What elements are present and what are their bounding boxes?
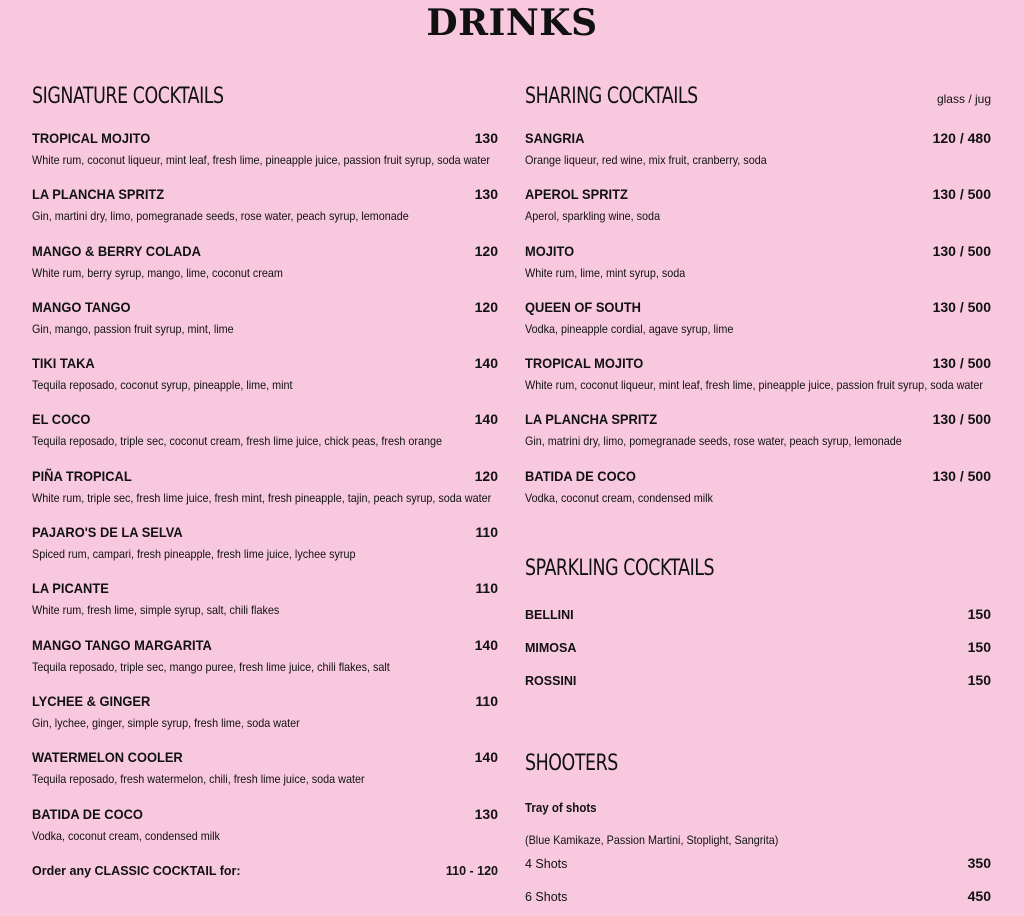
menu-item-row: [525, 468, 991, 484]
item-price: 140: [474, 749, 498, 766]
menu-item: [32, 186, 498, 242]
tray-title: Tray of shots: [525, 801, 597, 815]
item-description: White rum, fresh lime, simple syrup, salt, chili flakes: [32, 603, 280, 618]
item-description: Aperol, sparkling wine, soda: [525, 209, 661, 224]
item-description: Orange liqueur, red wine, mix fruit, cranberry, soda: [525, 153, 767, 167]
menu-item-row: [525, 243, 991, 259]
item-name: BATIDA DE COCO: [525, 467, 636, 484]
item-description: White rum, berry syrup, mango, lime, coconut cream: [32, 265, 283, 280]
classic-cocktail-price: 110 - 120: [445, 863, 498, 878]
menu-list: [525, 130, 991, 524]
menu-item: [32, 468, 498, 524]
page-title: DRINKS: [426, 2, 598, 44]
menu-item: [525, 411, 991, 467]
shooters-section: [525, 751, 991, 913]
menu-item: [525, 855, 991, 880]
item-description: Tequila reposado, triple sec, mango puree, fresh lime juice, chili flakes, salt: [32, 659, 390, 674]
section-title: SIGNATURE COCKTAILS: [32, 84, 224, 109]
item-name: QUEEN OF SOUTH: [525, 298, 641, 315]
menu-item: [525, 243, 991, 299]
item-name: TROPICAL MOJITO: [525, 355, 644, 372]
item-price: 110: [475, 524, 498, 541]
item-description: Vodka, coconut cream, condensed milk: [32, 828, 220, 843]
item-price: 450: [967, 888, 991, 904]
section-title: SHOOTERS: [525, 751, 618, 776]
menu-item-row: [32, 130, 498, 146]
signature-cocktails-section: [32, 84, 498, 878]
item-price: 130: [474, 130, 498, 146]
item-price: 120: [474, 467, 498, 484]
item-name: PAJARO'S DE LA SELVA: [32, 524, 183, 541]
menu-item-row: [32, 243, 498, 259]
menu-item-row: [525, 130, 991, 146]
menu-item: [32, 299, 498, 355]
item-name: LA PLANCHA SPRITZ: [32, 186, 165, 203]
menu-item: [525, 299, 991, 355]
menu-item-row: [32, 524, 498, 540]
item-description: Gin, martini dry, limo, pomegranade seeds, rose water, peach syrup, lemonade: [32, 209, 409, 224]
item-description: Vodka, pineapple cordial, agave syrup, lime: [525, 321, 734, 336]
section-title: SHARING COCKTAILS: [525, 84, 698, 109]
menu-item: [32, 243, 498, 299]
menu-item-row: [32, 637, 498, 653]
menu-item: [525, 468, 991, 524]
menu-item-row: [525, 355, 991, 371]
item-name: BELLINI: [525, 608, 574, 622]
item-name: 6 Shots: [525, 890, 568, 904]
item-name: EL COCO: [32, 411, 91, 428]
menu-list: [32, 130, 498, 862]
item-price: 130: [474, 186, 498, 203]
menu-item-row: [32, 693, 498, 709]
item-price: 150: [967, 639, 991, 655]
item-description: White rum, lime, mint syrup, soda: [525, 265, 686, 280]
menu-item: [525, 639, 991, 672]
menu-item: [525, 888, 991, 913]
item-description: Tequila reposado, triple sec, coconut cream, fresh lime juice, chick peas, fresh orange: [32, 434, 443, 449]
item-price: 120 / 480: [932, 130, 991, 146]
item-price: 130 / 500: [932, 355, 991, 372]
item-name: LA PICANTE: [32, 580, 109, 597]
menu-item-row: [32, 580, 498, 596]
item-name: ROSSINI: [525, 674, 577, 688]
item-name: WATERMELON COOLER: [32, 749, 183, 766]
section-header: [32, 84, 498, 116]
item-description: White rum, coconut liqueur, mint leaf, fresh lime, pineapple juice, passion fruit syrup, soda water: [32, 153, 491, 167]
menu-item: [32, 580, 498, 636]
menu-item-row: [525, 411, 991, 427]
menu-list: [525, 855, 991, 913]
menu-item: [32, 806, 498, 862]
item-price: 130 / 500: [932, 411, 991, 428]
tray-description: (Blue Kamikaze, Passion Martini, Stoplight, Sangrita): [525, 833, 779, 847]
menu-item: [32, 355, 498, 411]
menu-item-row: [32, 186, 498, 202]
item-price: 130 / 500: [932, 298, 991, 315]
item-name: MANGO TANGO MARGARITA: [32, 636, 212, 653]
menu-item: [525, 186, 991, 242]
item-description: Tequila reposado, fresh watermelon, chili, fresh lime juice, soda water: [32, 772, 365, 787]
menu-item: [32, 524, 498, 580]
menu-item-row: [32, 355, 498, 371]
menu-item: [525, 672, 991, 705]
section-title: SPARKLING COCKTAILS: [525, 556, 715, 581]
item-description: White rum, triple sec, fresh lime juice, fresh mint, fresh pineapple, tajin, peach syrup, soda water: [32, 490, 492, 505]
item-description: Tequila reposado, coconut syrup, pineapple, lime, mint: [32, 378, 293, 393]
item-name: LA PLANCHA SPRITZ: [525, 411, 658, 428]
item-description: Vodka, coconut cream, condensed milk: [525, 490, 713, 505]
menu-item-row: [32, 806, 498, 822]
item-price: 110: [475, 692, 498, 709]
menu-item: [32, 411, 498, 467]
menu-item: [32, 693, 498, 749]
item-price: 150: [967, 606, 991, 622]
item-price: 120: [474, 242, 498, 259]
menu-item: [525, 355, 991, 411]
item-price: 110: [475, 580, 498, 597]
item-description: Gin, mango, passion fruit syrup, mint, lime: [32, 321, 234, 336]
sparkling-cocktails-section: [525, 556, 991, 705]
menu-item: [525, 130, 991, 186]
menu-item-row: [32, 299, 498, 315]
item-price: 140: [474, 411, 498, 428]
item-price: 140: [474, 636, 498, 653]
menu-item: [525, 606, 991, 639]
item-description: Gin, matrini dry, limo, pomegranade seeds, rose water, peach syrup, lemonade: [525, 434, 902, 449]
item-name: TIKI TAKA: [32, 355, 95, 372]
item-name: MANGO & BERRY COLADA: [32, 242, 201, 259]
menu-item-row: [525, 299, 991, 315]
item-description: White rum, coconut liqueur, mint leaf, fresh lime, pineapple juice, passion fruit syrup, soda water: [525, 378, 984, 393]
item-price: 120: [474, 298, 498, 315]
item-name: TROPICAL MOJITO: [32, 130, 151, 146]
item-name: MIMOSA: [525, 641, 577, 655]
item-description: Spiced rum, campari, fresh pineapple, fresh lime juice, lychee syrup: [32, 547, 356, 562]
item-name: PIÑA TROPICAL: [32, 467, 132, 484]
item-price: 150: [967, 672, 991, 688]
item-price: 130 / 500: [932, 467, 991, 484]
item-name: BATIDA DE COCO: [32, 805, 143, 822]
menu-item-row: [32, 468, 498, 484]
menu-item-row: [32, 411, 498, 427]
section-header: [525, 751, 991, 783]
glass-jug-note: glass / jug: [936, 92, 991, 106]
menu-item-row: [32, 749, 498, 765]
section-header: [525, 84, 991, 116]
item-description: Gin, lychee, ginger, simple syrup, fresh lime, soda water: [32, 715, 300, 730]
item-name: SANGRIA: [525, 130, 585, 146]
item-price: 130 / 500: [932, 242, 991, 259]
item-price: 350: [967, 855, 991, 871]
item-name: 4 Shots: [525, 857, 568, 871]
item-price: 130 / 500: [932, 186, 991, 203]
menu-list: [525, 606, 991, 705]
item-name: APEROL SPRITZ: [525, 186, 628, 203]
item-name: LYCHEE & GINGER: [32, 692, 151, 709]
item-name: MOJITO: [525, 242, 575, 259]
classic-cocktail-label: Order any CLASSIC COCKTAIL for:: [32, 863, 241, 878]
classic-cocktail-note: [32, 864, 498, 878]
section-header: [525, 556, 991, 588]
item-name: MANGO TANGO: [32, 298, 131, 315]
menu-item-row: [525, 186, 991, 202]
menu-item: [32, 130, 498, 186]
menu-item: [32, 637, 498, 693]
item-price: 140: [474, 355, 498, 372]
sharing-cocktails-section: [525, 84, 991, 524]
menu-item: [32, 749, 498, 805]
item-price: 130: [474, 805, 498, 822]
